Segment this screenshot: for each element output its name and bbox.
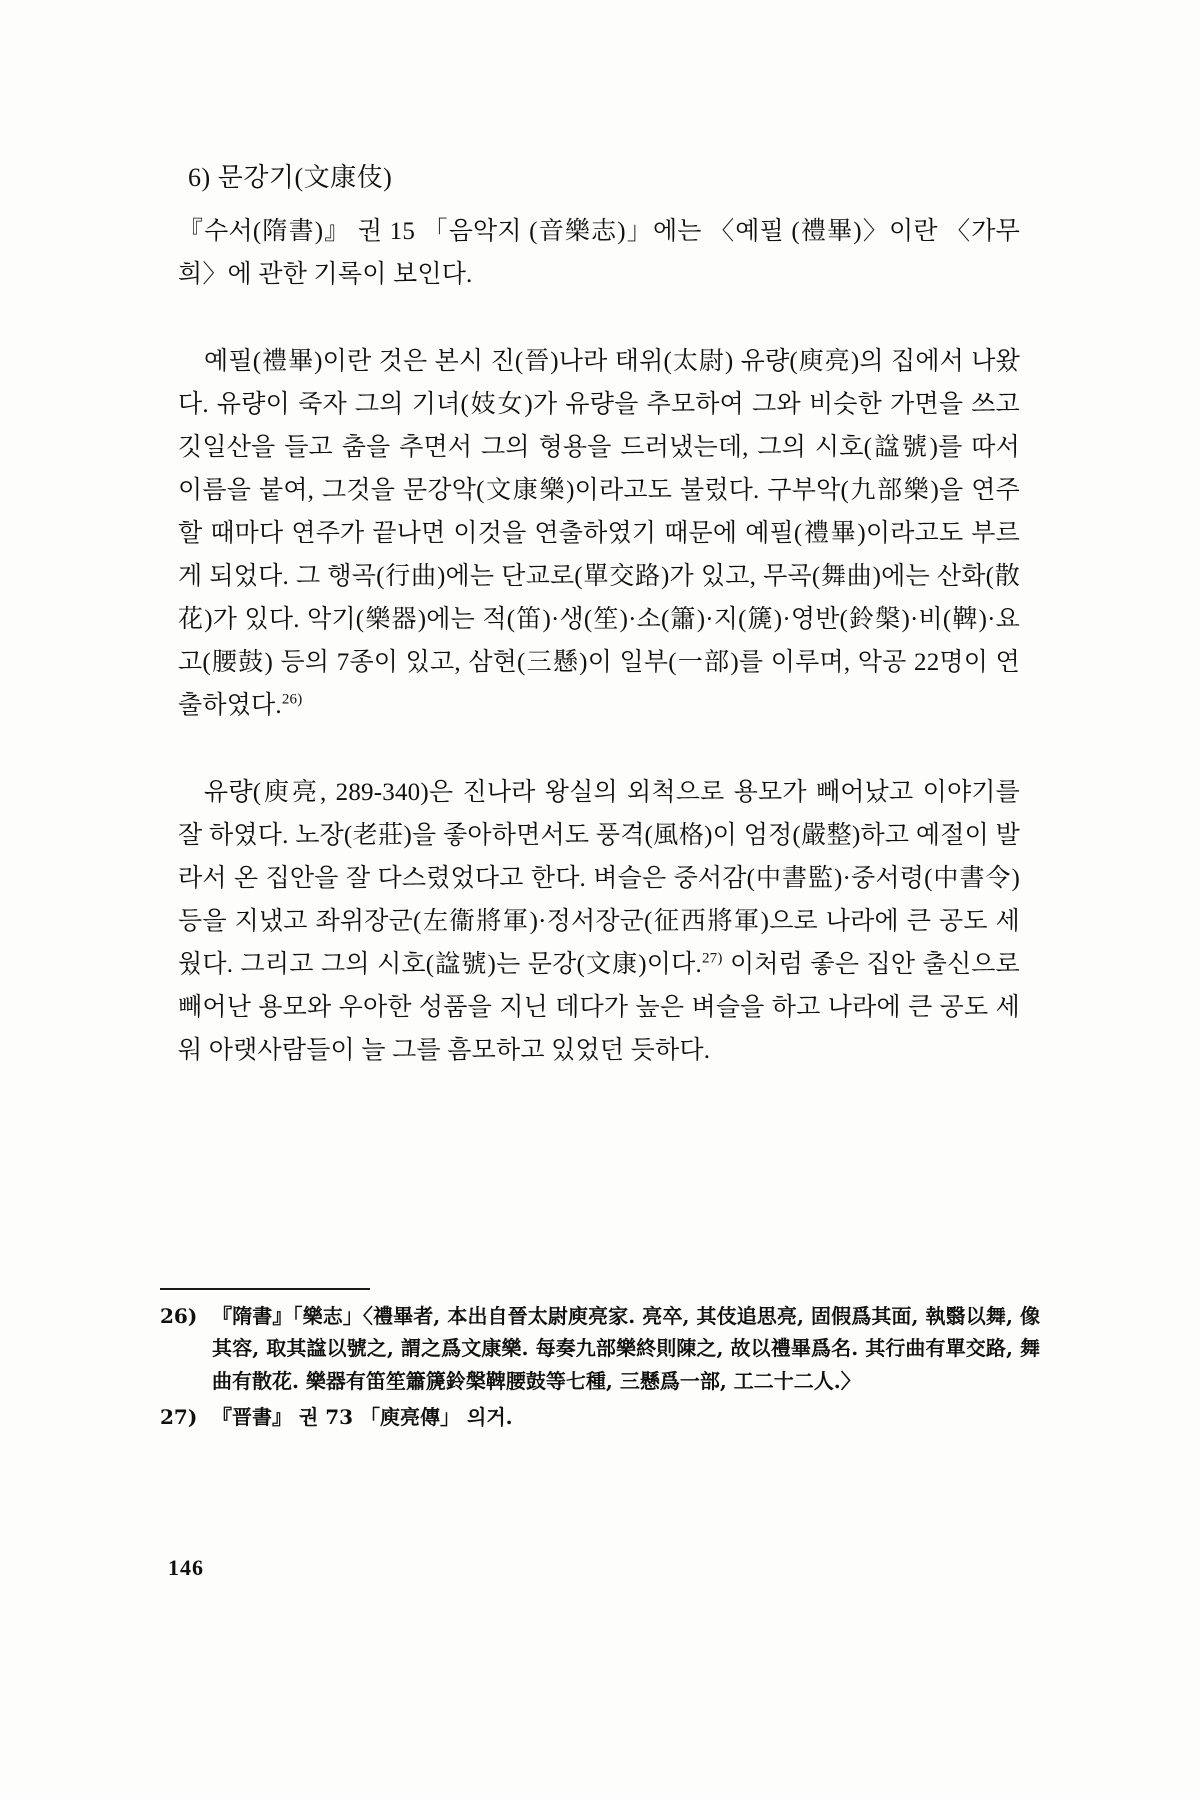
paragraph-1-text: 예필(禮畢)이란 것은 본시 진(晉)나라 태위(太尉) 유량(庾亮)의 집에서 나왔다. 유량이 죽자 그의 기녀(妓女)가 유량을 추모하여 그와 비슷한 가면을 쓰고 깃일산을 들고 춤을 추면서 그의 형용을 드러냈는데, 그의 시호(諡號)를 따서 이름을 붙여, 그것을 문강악(文康樂)이라고도 불렀다. 구부악(九部樂)을 연주할 때마다 연주가 끝나면 이것을 연출하였기 때문에 예필(禮畢)이라고도 부르게 되었다. 그 행곡(行曲)에는 단교로(單交路)가 있고, 무곡(舞曲)에는 산화(散花)가 있다. 악기(樂器)에는 적(笛)·생(笙)·소(簫)·지(篪)·영반(鈴槃)·비(鞞)·요고(腰鼓) 등의 7종이 있고, 삼현(三懸)이 일부(一部)를 이루며, 악공 22명이 연출하였다.	[178, 348, 1020, 720]
body-paragraph-2	[178, 771, 1020, 1072]
footnote-ref-27[interactable]: 27)	[701, 951, 723, 968]
footnote-text: 『晋書』 권 73 「庾亮傳」 의거.	[212, 1405, 513, 1430]
footnote-item	[160, 1401, 1040, 1433]
page-content	[178, 160, 1020, 1072]
paragraph-2-continued: 이처럼 좋은 집안 출신으로 빼어난 용모와 우아한 성품을 지닌 데다가 높은 벼슬을 하고 나라에 큰 공도 세워 아랫사람들이 늘 그를 흠모하고 있었던 듯하다.	[178, 951, 1021, 1065]
section-heading: 6) 문강기(文康伎)	[188, 163, 393, 192]
paragraph-spacer	[178, 296, 1020, 340]
footnote-ref-26[interactable]: 26)	[281, 692, 303, 709]
footnote-section	[160, 1300, 1040, 1438]
body-paragraph-1	[178, 340, 1020, 727]
footnote-number: 26)	[160, 1304, 198, 1328]
footnote-number: 27)	[160, 1405, 198, 1430]
footnote-item	[160, 1300, 1040, 1397]
intro-paragraph: 『수서(隋書)』 권 15 「음악지 (音樂志)」에는 〈예필 (禮畢)〉이란 〈가무희〉에 관한 기록이 보인다.	[178, 218, 1020, 289]
page-number: 146	[168, 1555, 204, 1580]
footnote-text: 『隋書』「樂志」〈禮畢者, 本出自晉太尉庾亮家. 亮卒, 其伎追思亮, 固假爲其面, 執翳以舞, 像其容, 取其諡以號之, 謂之爲文康樂. 每奏九部樂終則陳之, 故以禮畢爲名. 其行曲有單交路, 舞曲有散花. 樂器有笛笙簫篪鈴槃鞞腰鼓等七種, 三懸爲一部, 工二十二人.〉	[212, 1304, 1040, 1393]
paragraph-2-text: 유량(庾亮, 289-340)은 진나라 왕실의 외척으로 용모가 빼어났고 이야기를 잘 하였다. 노장(老莊)을 좋아하면서도 풍격(風格)이 엄정(嚴整)하고 예절이 발라서 온 집안을 잘 다스렸었다고 한다. 벼슬은 중서감(中書監)·중서령(中書令) 등을 지냈고 좌위장군(左衞將軍)·정서장군(征西將軍)으로 나라에 큰 공도 세웠다. 그리고 그의 시호(諡號)는 문강(文康)이다.	[178, 779, 1020, 979]
footnote-divider	[160, 1288, 370, 1290]
paragraph-spacer-2	[178, 727, 1020, 771]
